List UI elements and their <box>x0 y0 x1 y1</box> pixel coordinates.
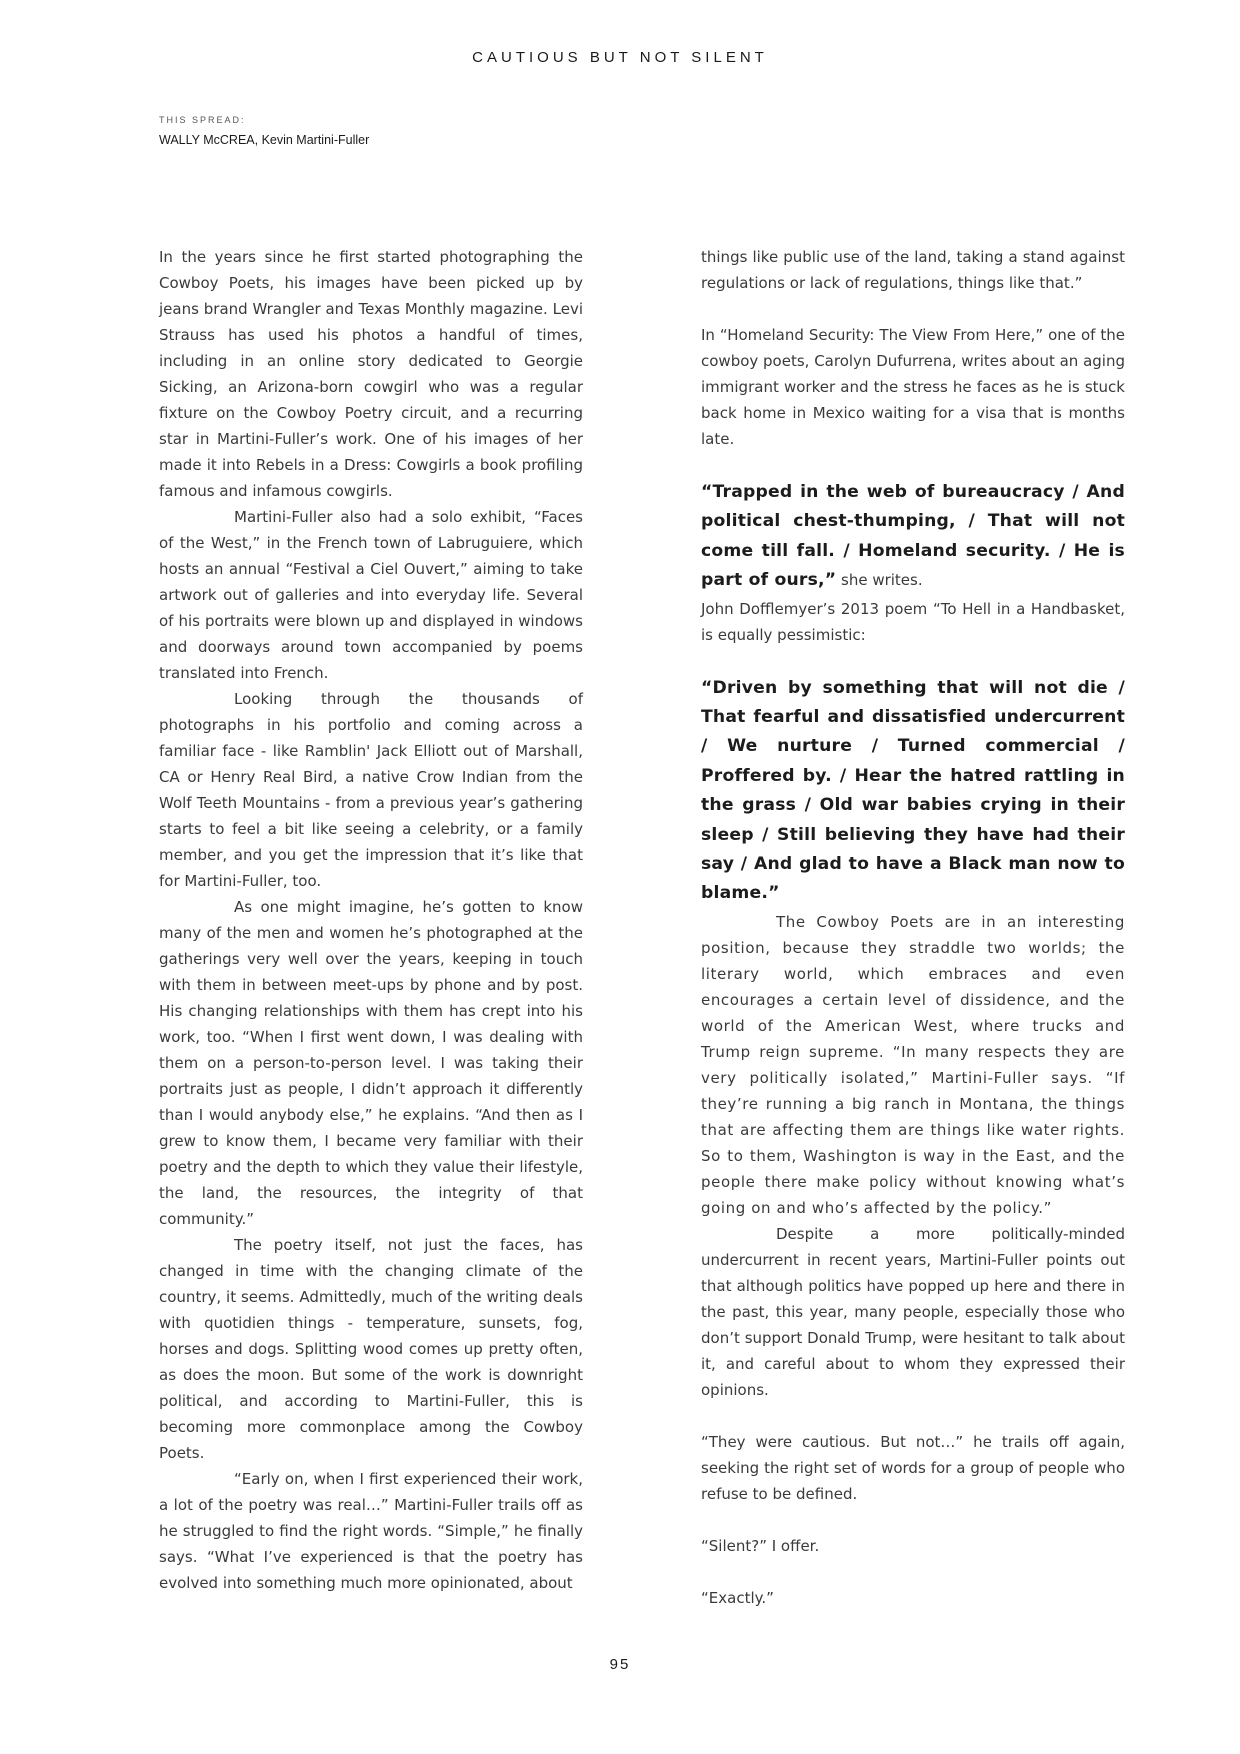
pull-quote-text: “Trapped in the web of bureaucracy / And political chest-thumping, / That will not come till fall. / Homeland security. / He is part of ours,” <box>701 482 1125 591</box>
body-paragraph: John Dofflemyer’s 2013 poem “To Hell in a Handbasket, is equally pessimistic: <box>701 599 1125 644</box>
pull-quote-hell-in-a-handbasket: “Driven by something that will not die / That fearful and dissatisfied undercurrent / We nurture / Turned commercial / Proffered by. / Hear the hatred rattling in the grass / Old war babies crying in their sleep / Still believing they have had their say / And glad to have a Black man now to blame.” <box>701 677 1125 904</box>
body-paragraph: Looking through the thousands of photographs in his portfolio and coming across a familiar face - like Ramblin' Jack Elliott out of Marshall, CA or Henry Real Bird, a native Crow Indian from the Wolf Teeth Mountains - from a previous year’s gathering starts to feel a bit like seeing a celebrity, or a family member, and you get the impression that it’s like that for Martini-Fuller, too. <box>159 690 583 890</box>
photo-credit-names: WALLY McCREA, Kevin Martini-Fuller <box>159 133 370 147</box>
body-paragraph: “Exactly.” <box>701 1588 774 1607</box>
page-number: 95 <box>609 1656 631 1673</box>
photo-credit-label: THIS SPREAD: <box>159 115 246 125</box>
quote-attribution: she writes. <box>836 571 923 590</box>
right-column <box>701 244 1125 1611</box>
body-paragraph: In the years since he first started photographing the Cowboy Poets, his images have been picked up by jeans brand Wrangler and Texas Monthly magazine. Levi Strauss has used his photos a handful of times, including in an online story dedicated to Georgie Sicking, an Arizona-born cowgirl who was a regular fixture on the Cowboy Poetry circuit, and a recurring star in Martini-Fuller’s work. One of his images of her made it into Rebels in a Dress: Cowgirls a book profiling famous and infamous cowgirls. <box>159 248 583 500</box>
body-paragraph: Despite a more politically-minded undercurrent in recent years, Martini-Fuller points out that although politics have popped up here and there in the past, this year, many people, especially those who don’t support Donald Trump, were hesitant to talk about it, and careful about to whom they expressed their opinions. <box>701 1224 1125 1399</box>
body-paragraph: things like public use of the land, taking a stand against regulations or lack of regulations, things like that.” <box>701 248 1125 292</box>
body-paragraph: “Early on, when I first experienced their work, a lot of the poetry was real…” Martini-Fuller trails off as he struggled to find the right words. “Simple,” he finally says. “What I’ve experienced is that the poetry has evolved into something much more opinionated, about <box>159 1470 583 1592</box>
body-paragraph: The Cowboy Poets are in an interesting position, because they straddle two worlds; the literary world, which embraces and even encourages a certain level of dissidence, and the world of the American West, where trucks and Trump reign supreme. “In many respects they are very politically isolated,” Martini-Fuller says. “If they’re running a big ranch in Montana, the things that are affecting them are things like water rights. So to them, Washington is way in the East, and the people there make policy without knowing what’s going on and who’s affected by the policy.” <box>701 912 1125 1217</box>
body-paragraph: Martini-Fuller also had a solo exhibit, “Faces of the West,” in the French town of Labruguiere, which hosts an annual “Festival a Ciel Ouvert,” aiming to take artwork out of galleries and into everyday life. Several of his portraits were blown up and displayed in windows and doorways around town accompanied by poems translated into French. <box>159 508 583 682</box>
body-paragraph: “They were cautious. But not…” he trails off again, seeking the right set of words for a group of people who refuse to be defined. <box>701 1432 1125 1503</box>
running-title: CAUTIOUS BUT NOT SILENT <box>472 49 768 66</box>
body-paragraph: As one might imagine, he’s gotten to know many of the men and women he’s photographed at the gatherings very well over the years, keeping in touch with them in between meet-ups by phone and by post. His changing relationships with them has crept into his work, too. “When I first went down, I was dealing with them on a person-to-person level. I was taking their portraits just as people, I didn’t approach it differently than I would anybody else,” he explains. “And then as I grew to know them, I became very familiar with their poetry and the depth to which they value their lifestyle, the land, the resources, the integrity of that community.” <box>159 898 583 1228</box>
body-paragraph: The poetry itself, not just the faces, has changed in time with the changing climate of the country, it seems. Admittedly, much of the writing deals with quotidien things - temperature, sunsets, fog, horses and dogs. Splitting wood comes up pretty often, as does the moon. But some of the work is downright political, and according to Martini-Fuller, this is becoming more commonplace among the Cowboy Poets. <box>159 1236 583 1462</box>
body-paragraph: “Silent?” I offer. <box>701 1536 820 1555</box>
left-column <box>159 244 583 1596</box>
body-paragraph: In “Homeland Security: The View From Here,” one of the cowboy poets, Carolyn Dufurrena, writes about an aging immigrant worker and the stress he faces as he is stuck back home in Mexico waiting for a visa that is months late. <box>701 326 1125 448</box>
pull-quote-homeland-security <box>701 478 1125 596</box>
